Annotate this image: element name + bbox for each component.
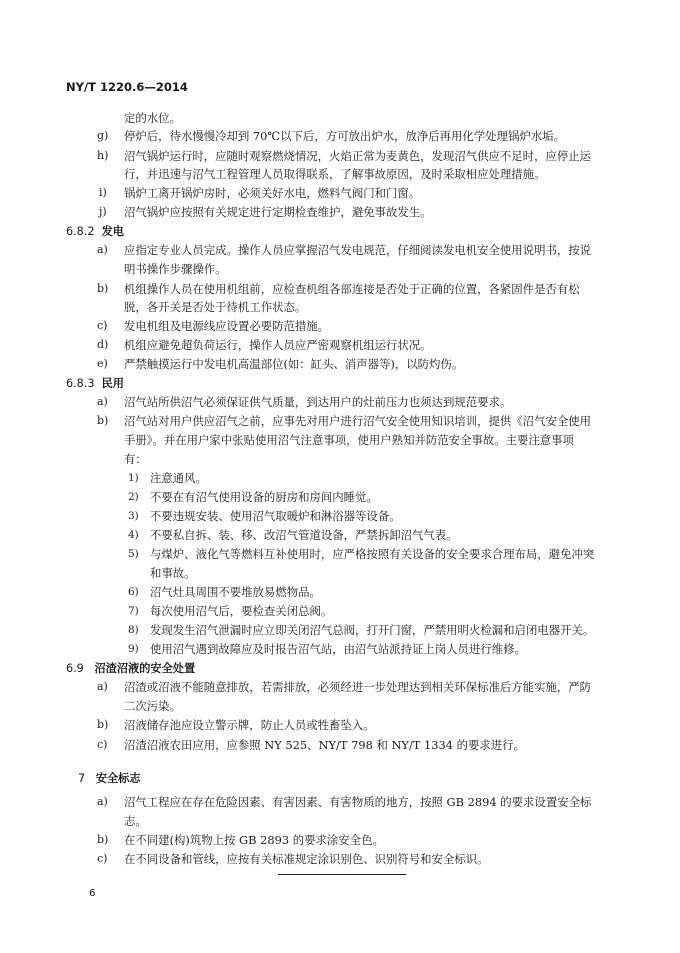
section-heading-6-8-2 [66, 223, 124, 239]
subitem-label: 2) [128, 491, 139, 503]
item-text: 沼渣或沼液不能随意排放，若需排放，必须经进一步处理达到相关环保标准后方能实施，严防 [124, 680, 592, 694]
item-label: h) [97, 149, 109, 162]
subitem-text: 和事故。 [150, 566, 196, 580]
subitem-label: 4) [128, 529, 139, 541]
subitem-text: 不要私自拆、装、移、改沼气管道设备，严禁拆卸沼气气表。 [150, 528, 458, 542]
section-title: 沼渣沼液的安全处置 [94, 662, 196, 675]
item-text: 停炉后，待水慢慢冷却到 70℃以下后，方可放出炉水，放净后再用化学处理锅炉水垢。 [124, 129, 565, 143]
item-label: d) [97, 338, 109, 351]
item-label: c) [97, 319, 108, 332]
item-text: 在不同设备和管线，应按有关标准规定涂识别色、识别符号和安全标识。 [124, 852, 489, 866]
item-text: 沼气锅炉应按照有关规定进行定期检查维护，避免事故发生。 [124, 205, 432, 219]
item-text: 沼气站所供沼气必须保证供气质量，到达用户的灶前压力也须达到规范要求。 [124, 395, 512, 409]
item-text: 机组应避免超负荷运行，操作人员应严密观察机组运行状况。 [124, 338, 432, 352]
item-text: 脱，各开关是否处于待机工作状态。 [124, 300, 307, 314]
item-text: 沼气工程应在存在危险因素、有害因素、有害物质的地方，按照 GB 2894 的要求设置安全标 [124, 795, 592, 809]
subitem-text: 沼气灶具周围不要堆放易燃物品。 [150, 585, 321, 599]
item-label: c) [97, 852, 108, 865]
item-text: 行，并迅速与沼气工程管理人员取得联系，了解事故原因，及时采取相应处理措施。 [124, 167, 546, 181]
item-text: 明书操作步骤操作。 [124, 262, 227, 276]
section-number: 7 [78, 772, 86, 785]
item-label: a) [97, 243, 108, 256]
subitem-text: 发现发生沼气泄漏时应立即关闭沼气总阀，打开门窗，严禁用明火检漏和启闭电器开关。 [150, 623, 595, 637]
item-text: 志。 [124, 814, 147, 828]
section-heading-6-8-3 [66, 375, 124, 391]
item-text: 应指定专业人员完成。操作人员应掌握沼气发电规范，仔细阅读发电机安全使用说明书，按说 [124, 243, 592, 257]
subitem-text: 与煤炉、液化气等燃料互补使用时，应严格按照有关设备的安全要求合理布局，避免冲突 [150, 547, 595, 561]
item-text: 手册》。并在用户家中张贴使用沼气注意事项，使用户熟知并防范安全事故。主要注意事项 [124, 433, 574, 447]
section-title: 发电 [101, 225, 124, 238]
subitem-label: 1) [128, 472, 139, 484]
item-label: b) [97, 833, 109, 846]
subitem-label: 5) [128, 548, 139, 560]
item-label: a) [97, 395, 108, 408]
item-label: b) [97, 414, 109, 427]
item-text: 二次污染。 [124, 699, 181, 713]
item-text: 机组操作人员在使用机组前，应检查机组各部连接是否处于正确的位置，各紧固件是否有松 [124, 282, 580, 296]
standard-id-header: NY/T 1220.6—2014 [66, 80, 188, 94]
item-label: b) [97, 282, 109, 295]
subitem-text: 不要违规安装、使用沼气取暖炉和淋浴器等设备。 [150, 509, 401, 523]
item-label: b) [97, 718, 109, 731]
subitem-text: 注意通风。 [150, 471, 207, 485]
subitem-label: 9) [128, 643, 139, 655]
item-label: e) [97, 357, 108, 370]
item-text: 发电机组及电源线应设置必要防范措施。 [124, 319, 330, 333]
subitem-text: 使用沼气遇到故障应及时报告沼气站，由沼气站派持证上岗人员进行维修。 [150, 642, 526, 656]
item-text: 在不同建(构)筑物上按 GB 2893 的要求涂安全色。 [124, 833, 384, 847]
subitem-text: 每次使用沼气后，要检查关闭总阀。 [150, 604, 333, 618]
item-label: g) [97, 129, 109, 142]
item-label: a) [97, 680, 108, 693]
subitem-label: 7) [128, 605, 139, 617]
item-text: 沼气站对用户供应沼气之前，应事先对用户进行沼气安全使用知识培训，提供《沼气安全使用 [124, 414, 592, 428]
continued-text: 定的水位。 [124, 111, 181, 125]
section-title: 民用 [101, 377, 124, 390]
page-number: 6 [89, 888, 96, 899]
item-label: c) [97, 738, 108, 751]
section-number: 6.8.2 [66, 225, 95, 238]
section-number: 6.8.3 [66, 377, 95, 390]
item-label: a) [97, 795, 108, 808]
item-text: 有： [124, 452, 147, 466]
section-heading-6-9 [66, 660, 195, 676]
item-label: i) [99, 186, 107, 199]
item-text: 锅炉工离开锅炉房时，必须关好水电，燃料气阀门和门窗。 [124, 186, 421, 200]
section-title: 安全标志 [95, 772, 141, 785]
subitem-label: 6) [128, 586, 139, 598]
item-text: 沼气锅炉运行时，应随时观察燃烧情况，火焰正常为麦黄色，发现沼气供应不足时，应停止运 [124, 149, 592, 163]
subitem-label: 8) [128, 624, 139, 636]
item-text: 严禁触摸运行中发电机高温部位(如：缸头、消声器等)，以防灼伤。 [124, 357, 464, 371]
subitem-text: 不要在有沼气使用设备的厨房和房间内睡觉。 [150, 490, 378, 504]
item-label: j) [99, 205, 107, 218]
end-rule [278, 874, 406, 875]
section-number: 6.9 [66, 662, 84, 675]
subitem-label: 3) [128, 510, 139, 522]
section-heading-7 [78, 770, 141, 786]
item-text: 沼渣沼液农田应用，应参照 NY 525、NY/T 798 和 NY/T 1334 的要求进行。 [124, 738, 525, 752]
item-text: 沼液储存池应设立警示牌，防止人员或牲畜坠入。 [124, 718, 375, 732]
